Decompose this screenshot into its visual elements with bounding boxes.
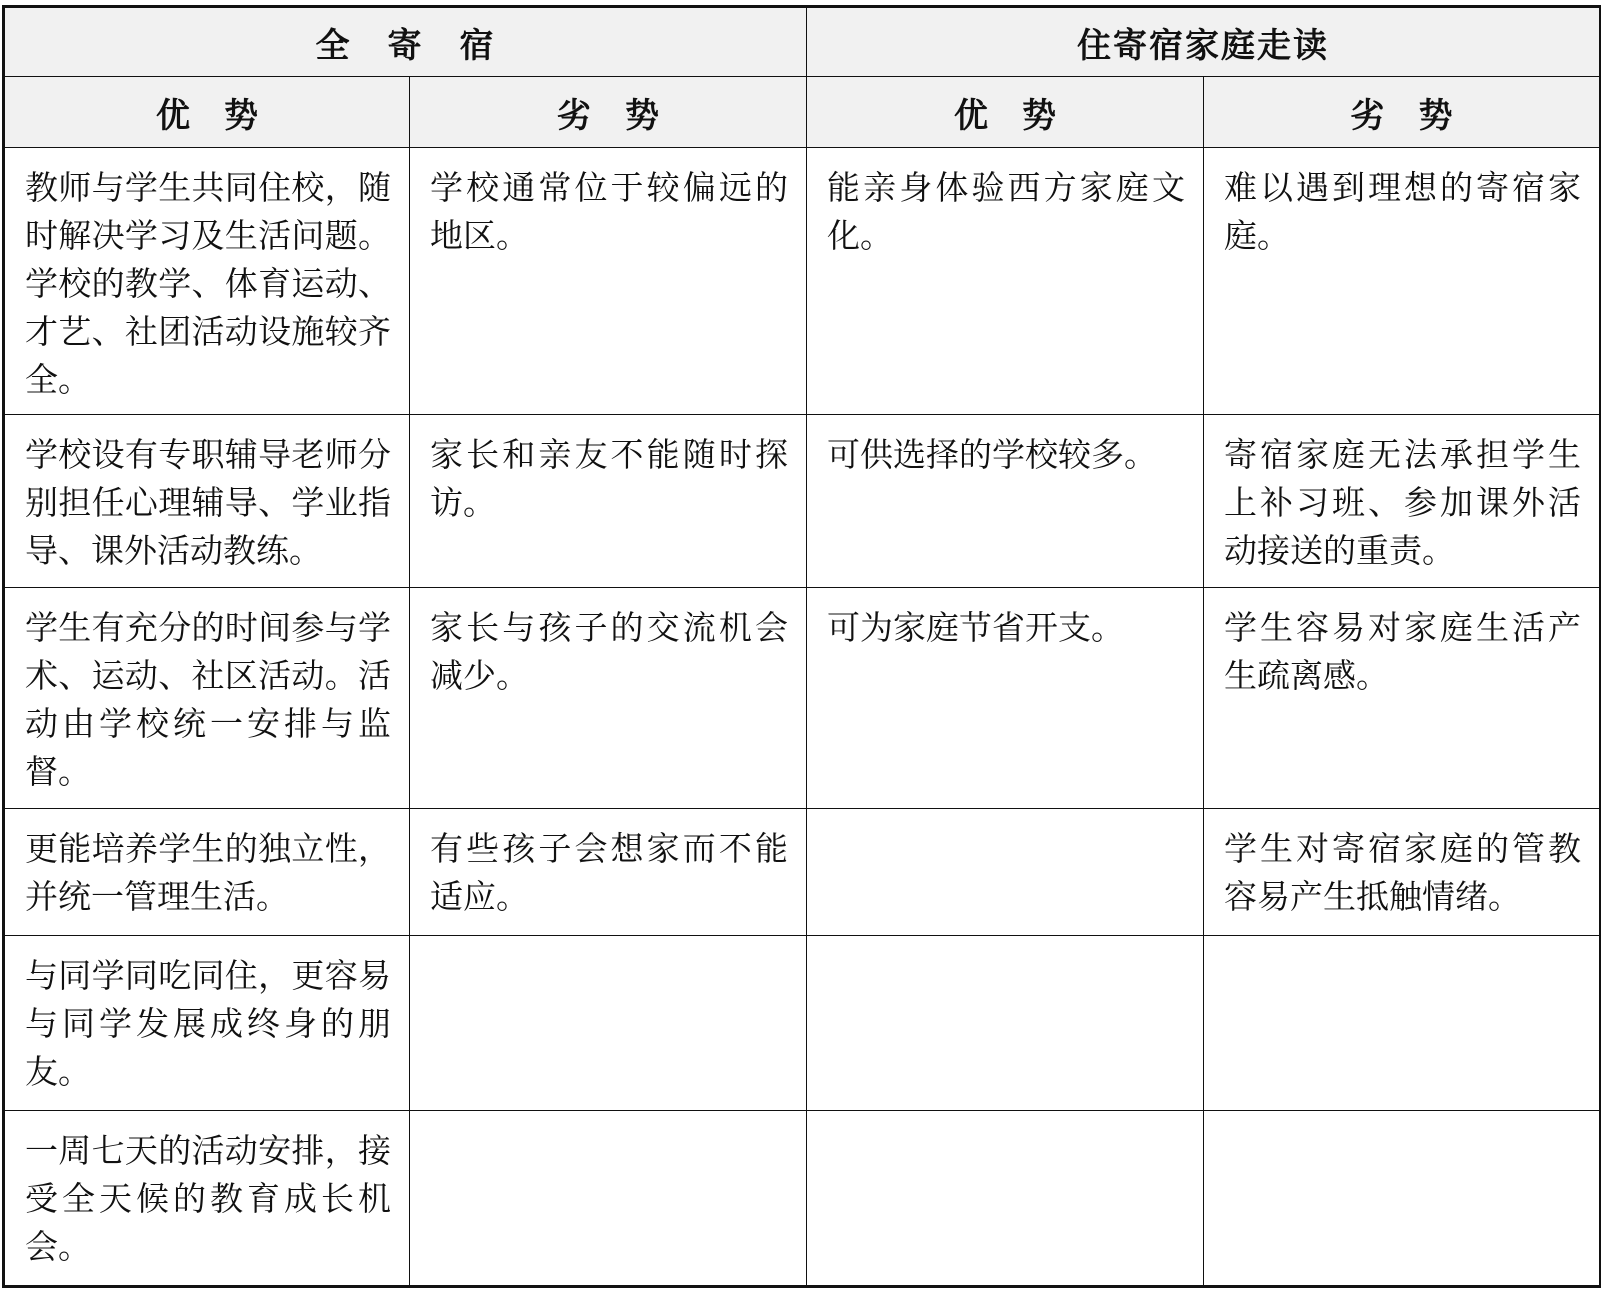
cell-fb-advantage: 更能培养学生的独立性，并统一管理生活。 [4, 809, 410, 936]
cell-fb-disadvantage: 有些孩子会想家而不能适应。 [410, 809, 807, 936]
cell-hs-advantage: 能亲身体验西方家庭文化。 [807, 148, 1204, 415]
cell-hs-disadvantage: 寄宿家庭无法承担学生上补习班、参加课外活动接送的重责。 [1204, 415, 1601, 588]
cell-hs-advantage [807, 1111, 1204, 1287]
cell-fb-disadvantage: 家长与孩子的交流机会减少。 [410, 588, 807, 809]
table-row [4, 809, 1601, 936]
table-row [4, 588, 1601, 809]
cell-hs-disadvantage: 难以遇到理想的寄宿家庭。 [1204, 148, 1601, 415]
cell-hs-advantage: 可供选择的学校较多。 [807, 415, 1204, 588]
header-full-boarding: 全 寄 宿 [4, 7, 807, 77]
cell-fb-advantage: 学生有充分的时间参与学术、运动、社区活动。活动由学校统一安排与监督。 [4, 588, 410, 809]
cell-hs-advantage: 可为家庭节省开支。 [807, 588, 1204, 809]
table-row [4, 415, 1601, 588]
cell-hs-advantage [807, 809, 1204, 936]
subheader-hs-disadvantage: 劣 势 [1204, 77, 1601, 148]
cell-hs-disadvantage: 学生对寄宿家庭的管教容易产生抵触情绪。 [1204, 809, 1601, 936]
cell-fb-advantage: 教师与学生共同住校，随时解决学习及生活问题。学校的教学、体育运动、才艺、社团活动设施较齐全。 [4, 148, 410, 415]
subheader-hs-advantage: 优 势 [807, 77, 1204, 148]
table-row [4, 148, 1601, 415]
table-row [4, 1111, 1601, 1287]
cell-fb-advantage: 一周七天的活动安排，接受全天候的教育成长机会。 [4, 1111, 410, 1287]
cell-fb-disadvantage: 家长和亲友不能随时探访。 [410, 415, 807, 588]
cell-hs-disadvantage [1204, 936, 1601, 1111]
subheader-fb-advantage: 优 势 [4, 77, 410, 148]
comparison-table [2, 5, 1601, 1288]
header-homestay: 住寄宿家庭走读 [807, 7, 1601, 77]
cell-fb-advantage: 学校设有专职辅导老师分别担任心理辅导、学业指导、课外活动教练。 [4, 415, 410, 588]
cell-hs-advantage [807, 936, 1204, 1111]
subheader-fb-disadvantage: 劣 势 [410, 77, 807, 148]
table-row [4, 936, 1601, 1111]
cell-fb-disadvantage [410, 1111, 807, 1287]
cell-fb-disadvantage: 学校通常位于较偏远的地区。 [410, 148, 807, 415]
cell-fb-disadvantage [410, 936, 807, 1111]
cell-fb-advantage: 与同学同吃同住，更容易与同学发展成终身的朋友。 [4, 936, 410, 1111]
group-header-row [4, 7, 1601, 77]
cell-hs-disadvantage: 学生容易对家庭生活产生疏离感。 [1204, 588, 1601, 809]
cell-hs-disadvantage [1204, 1111, 1601, 1287]
sub-header-row [4, 77, 1601, 148]
